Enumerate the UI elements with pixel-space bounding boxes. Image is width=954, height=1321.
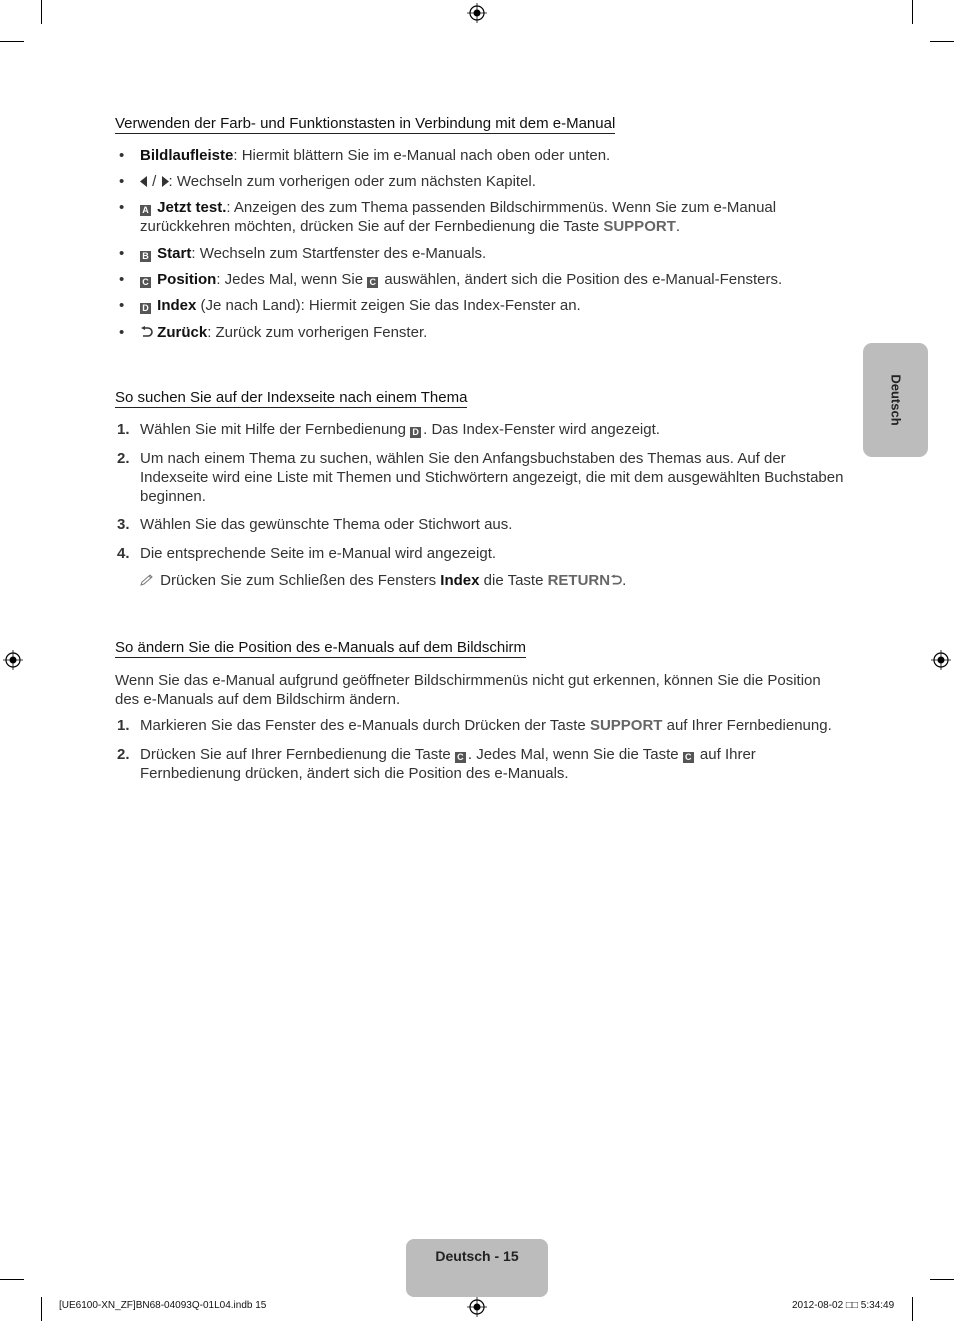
registration-mark-icon [931, 650, 951, 670]
footer-file: [UE6100-XN_ZF]BN68-04093Q-01L04.indb 15 [59, 1300, 267, 1311]
key-a-icon: A [140, 205, 151, 216]
return-arrow-icon [610, 574, 622, 586]
crop-mark [930, 1279, 954, 1280]
footer-timestamp: 2012-08-02 □□ 5:34:49 [792, 1300, 895, 1311]
language-side-tab [863, 343, 928, 457]
arrow-left-icon [140, 176, 148, 187]
key-c-icon: C [683, 752, 694, 763]
key-c-icon: C [140, 277, 151, 288]
crop-mark [912, 1297, 913, 1321]
return-arrow-icon [140, 326, 153, 338]
crop-mark [41, 1297, 42, 1321]
crop-mark [930, 41, 954, 42]
crop-mark [41, 0, 42, 24]
section-heading: So suchen Sie auf der Indexseite nach einem Thema [115, 389, 468, 406]
crop-mark [0, 1279, 24, 1280]
key-b-icon: B [140, 251, 151, 262]
page-number: Deutsch - 15 [435, 1248, 519, 1264]
crop-mark [912, 0, 913, 24]
registration-mark-icon [467, 3, 487, 23]
pencil-note-icon [140, 574, 156, 586]
crop-mark [0, 41, 24, 42]
registration-mark-icon [467, 1297, 487, 1317]
language-side-tab-label: Deutsch [888, 374, 903, 426]
arrow-right-icon [161, 176, 169, 187]
registration-mark-icon [3, 650, 23, 670]
key-d-icon: D [140, 303, 151, 314]
key-c-icon: C [367, 277, 378, 288]
section-heading: So ändern Sie die Position des e-Manuals auf dem Bildschirm [115, 639, 527, 656]
page-number-box [406, 1239, 548, 1297]
key-c-icon: C [455, 752, 466, 763]
section-heading: Verwenden der Farb- und Funktionstasten in Verbindung mit dem e-Manual [115, 115, 616, 132]
key-d-icon: D [410, 427, 421, 438]
intro-paragraph: Wenn Sie das e-Manual aufgrund geöffneter Bildschirmmenüs nicht gut erkennen, können Sie die Position des e-Manuals auf dem Bildschirm ändern. [115, 672, 821, 708]
